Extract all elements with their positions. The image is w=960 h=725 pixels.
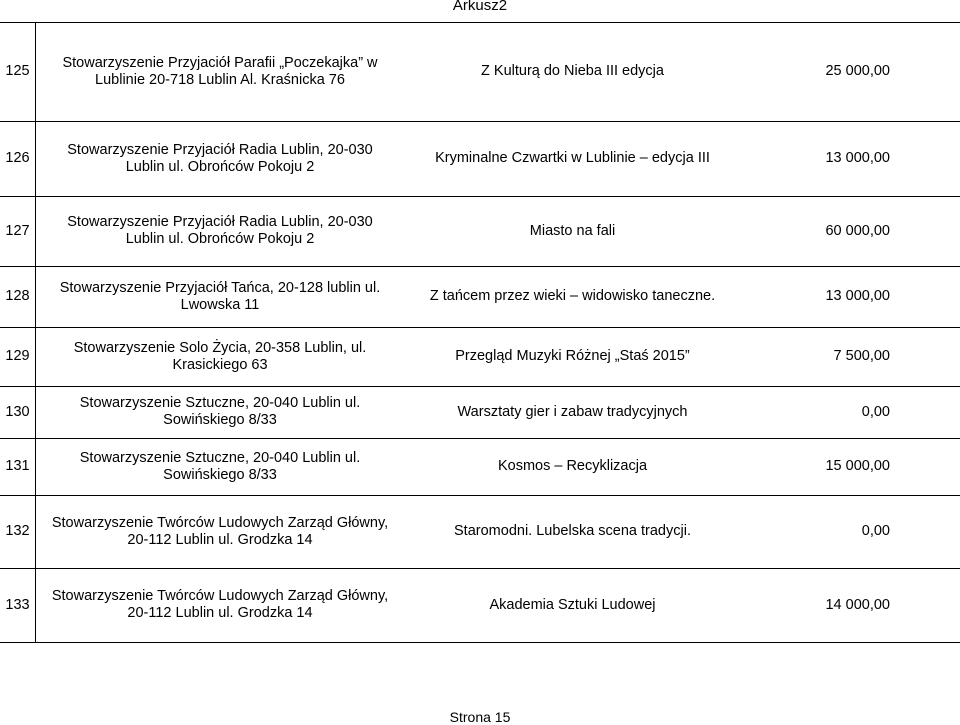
organization-cell: Stowarzyszenie Przyjaciół Radia Lublin, 20-030 Lublin ul. Obrońców Pokoju 2: [67, 141, 373, 175]
project-cell: Warsztaty gier i zabaw tradycyjnych: [457, 403, 688, 420]
row-number: 129: [5, 348, 30, 364]
row-border: [0, 642, 960, 643]
project-cell: Akademia Sztuki Ludowej: [489, 596, 656, 613]
row-number: 132: [5, 523, 30, 539]
sheet-title: Arkusz2: [452, 0, 508, 14]
organization-cell: Stowarzyszenie Sztuczne, 20-040 Lublin ul. Sowińskiego 8/33: [79, 395, 361, 428]
organization-cell: Stowarzyszenie Przyjaciół Tańca, 20-128 lublin ul. Lwowska 11: [59, 279, 381, 313]
organization-cell: Stowarzyszenie Sztuczne, 20-040 Lublin ul. Sowińskiego 8/33: [79, 449, 361, 483]
amount-cell: 0,00: [861, 523, 890, 539]
project-cell: Z Kulturą do Nieba III edycja: [481, 63, 664, 79]
project-cell: Staromodni. Lubelska scena tradycji.: [454, 523, 691, 539]
row-number: 125: [5, 63, 30, 79]
row-number: 128: [5, 288, 30, 304]
organization-cell: Stowarzyszenie Twórców Ludowych Zarząd Główny, 20-112 Lublin ul. Grodzka 14: [51, 514, 389, 548]
row-number: 127: [5, 222, 30, 239]
page-footer: Strona 15: [449, 709, 511, 725]
organization-cell: Stowarzyszenie Solo Życia, 20-358 Lublin, ul. Krasickiego 63: [73, 339, 367, 373]
amount-cell: 7 500,00: [833, 348, 890, 364]
amount-cell: 0,00: [861, 403, 890, 420]
row-number: 133: [5, 596, 30, 613]
row-number: 131: [5, 458, 30, 474]
organization-cell: Stowarzyszenie Przyjaciół Parafii „Poczekajka” w Lublinie 20-718 Lublin Al. Kraśnicka 76: [62, 54, 378, 88]
row-number: 126: [5, 150, 30, 166]
organization-cell: Stowarzyszenie Twórców Ludowych Zarząd Główny, 20-112 Lublin ul. Grodzka 14: [51, 588, 389, 621]
amount-cell: 60 000,00: [825, 222, 890, 239]
amount-cell: 13 000,00: [825, 150, 890, 166]
amount-cell: 25 000,00: [825, 63, 890, 79]
amount-cell: 13 000,00: [825, 288, 890, 304]
project-cell: Kryminalne Czwartki w Lublinie – edycja III: [435, 150, 710, 166]
project-cell: Z tańcem przez wieki – widowisko taneczne.: [429, 288, 716, 304]
project-cell: Miasto na fali: [529, 222, 616, 239]
amount-cell: 14 000,00: [825, 596, 890, 613]
amount-cell: 15 000,00: [825, 458, 890, 474]
project-cell: Przegląd Muzyki Różnej „Staś 2015”: [455, 348, 690, 364]
row-number: 130: [5, 403, 30, 420]
project-cell: Kosmos – Recyklizacja: [497, 458, 648, 474]
organization-cell: Stowarzyszenie Przyjaciół Radia Lublin, 20-030 Lublin ul. Obrońców Pokoju 2: [67, 214, 373, 247]
